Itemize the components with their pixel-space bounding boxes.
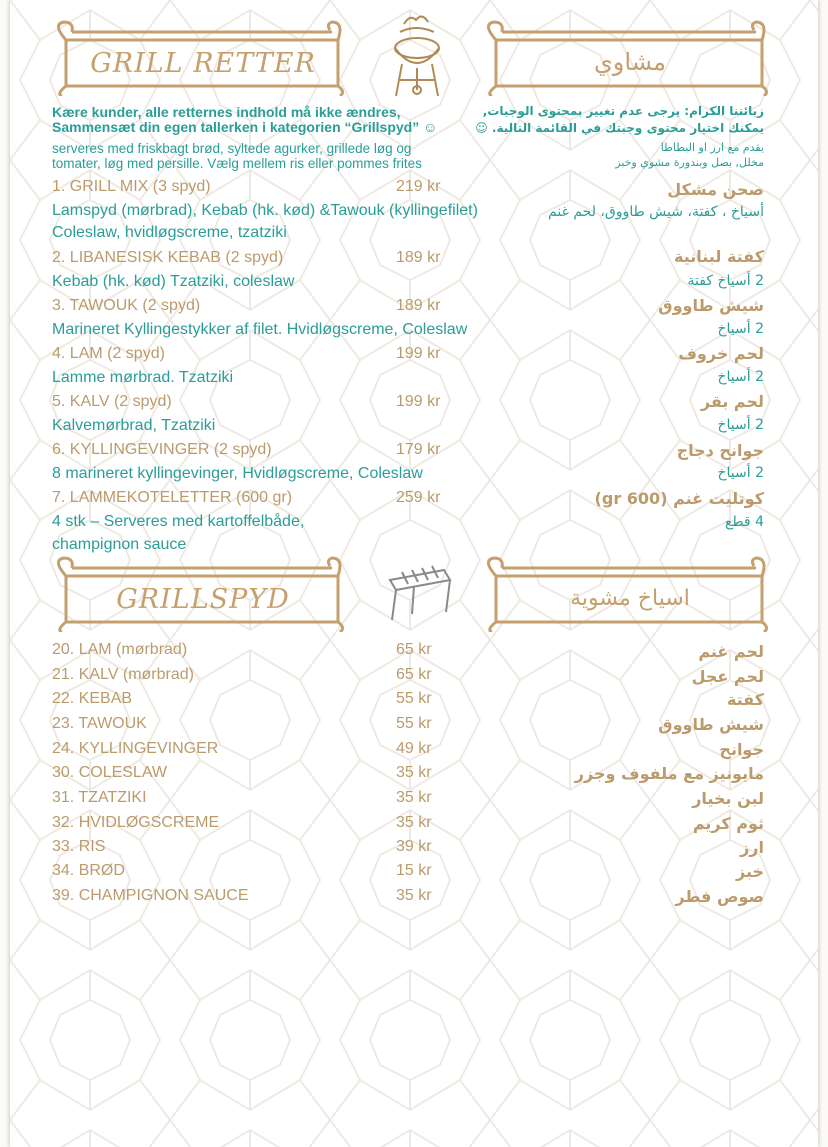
item-name-ar: شيش طاووق [658,296,764,315]
title-grill-retter: GRILL RETTER [90,48,316,79]
item-desc: Lamspyd (mørbrad), Kebab (hk. kød) &Tawouk (kyllingefilet) [52,202,478,219]
skewer-price: 65 kr [396,641,432,658]
skewer-price: 49 kr [396,740,432,757]
skewer-name-ar: ارز [740,838,764,857]
banner-grill-retter [48,16,358,96]
item-name: 6. KYLLINGEVINGER (2 spyd) [52,441,272,458]
item-desc: Kebab (hk. kød) Tzatziki, coleslaw [52,273,295,290]
item-desc: Coleslaw, hvidløgscreme, tzatziki [52,224,287,241]
item-desc: Lamme mørbrad. Tzatziki [52,369,234,386]
skewer-name: 30. COLESLAW [52,764,168,781]
skewer-name-ar: صوص فطر [675,887,764,906]
notice-da-line-1: Kære kunder, alle retternes indhold må ikke ændres, [52,104,401,120]
menu-page [10,0,818,1147]
item-name-ar: لحم خروف [678,344,764,363]
item-name-ar: جوانح دجاج [676,441,764,460]
skewer-name: 21. KALV (mørbrad) [52,666,194,683]
item-price: 199 kr [396,393,441,410]
skewer-price: 55 kr [396,715,432,732]
skewer-name-ar: مايونيز مع ملفوف وجزر [574,764,764,783]
title-mashawi: مشاوي [594,48,666,76]
item-price: 219 kr [396,178,441,195]
serving-ar-line-1: يقدم مع ارز او البطاطا [660,141,764,154]
skewer-name-ar: لبن بخيار [692,789,764,808]
title-asyakh: اسياخ مشوية [570,586,690,611]
title-grillspyd: GRILLSPYD [116,584,290,615]
item-desc-ar: 2 أسياخ كفتة [687,273,764,289]
skewer-name: 34. BRØD [52,862,125,879]
skewer-name-ar: لحم عجل [691,667,764,686]
item-desc-ar: 4 قطع [725,514,764,530]
skewer-name-ar: جوانح [719,740,764,759]
serving-da-line-1: serveres med friskbagt brød, syltede agurker, grillede løg og [52,141,412,156]
item-name: 5. KALV (2 spyd) [52,393,172,410]
item-desc-ar: أسياخ ، كفتة، شيش طاووق، لحم غنم [548,204,764,220]
skewer-name: 23. TAWOUK [52,715,147,732]
item-desc-ar: 2 أسياخ [717,417,764,433]
item-price: 189 kr [396,249,441,266]
skewer-price: 55 kr [396,690,432,707]
item-name-ar: لحم بقر [700,392,764,411]
item-price: 189 kr [396,297,441,314]
item-name-ar: كفتة لبنانية [674,247,764,266]
skewer-name-ar: ثوم كريم [692,814,764,833]
skewer-name-ar: شيش طاووق [658,715,764,734]
item-name: 7. LAMMEKOTELETTER (600 gr) [52,489,293,506]
skewer-name: 39. CHAMPIGNON SAUCE [52,887,249,904]
skewer-name-ar: كفتة [726,690,764,709]
notice-ar-line-1: زبائننا الكرام: يرجى عدم تغيير بمحتوى الوجبات, [482,104,764,118]
skewer-name: 31. TZATZIKI [52,789,147,806]
item-desc-ar: 2 أسياخ [717,369,764,385]
skewer-price: 15 kr [396,862,432,879]
skewer-name: 22. KEBAB [52,690,133,707]
item-desc: 4 stk – Serveres med kartoffelbåde, [52,513,305,530]
item-price: 179 kr [396,441,441,458]
skewer-name-ar: خبز [735,862,764,881]
skewer-price: 35 kr [396,887,432,904]
skewer-price: 35 kr [396,789,432,806]
item-desc-ar: 2 أسياخ [717,321,764,337]
serving-ar-line-2: مخلل, بصل وبندورة مشوي وخبز [615,156,764,169]
item-name: 2. LIBANESISK KEBAB (2 spyd) [52,249,284,266]
skewer-price: 39 kr [396,838,432,855]
item-desc: 8 marineret kyllingevinger, Hvidløgscreme, Coleslaw [52,465,423,482]
item-name: 3. TAWOUK (2 spyd) [52,297,201,314]
item-name-ar: كوتليت غنم (600 gr) [594,489,764,508]
item-name-ar: صحن مشكل [667,180,764,199]
banner-grillspyd [48,552,358,632]
skewer-price: 35 kr [396,814,432,831]
banner-mashawi [480,16,780,96]
item-desc: champignon sauce [52,536,187,553]
notice-ar-line-2: يمكنك اختيار محتوى وجبتك في القائمة التالية. ☺ [475,121,764,135]
skewer-price: 35 kr [396,764,432,781]
skewer-name: 32. HVIDLØGSCREME [52,814,220,831]
grill-icon [382,10,452,100]
skewer-name-ar: لحم غنم [698,642,764,661]
skewer-grill-icon [384,564,456,624]
skewer-name: 33. RIS [52,838,106,855]
notice-da-line-2: Sammensæt din egen tallerken i kategorien “Grillspyd” ☺ [52,119,438,135]
item-price: 259 kr [396,489,441,506]
item-name: 1. GRILL MIX (3 spyd) [52,178,211,195]
item-desc: Kalvemørbrad, Tzatziki [52,417,216,434]
serving-da-line-2: tomater, løg med persille. Vælg mellem ris eller pommes frites [52,156,422,171]
skewer-price: 65 kr [396,666,432,683]
item-name: 4. LAM (2 spyd) [52,345,165,362]
banner-asyakh [480,552,780,632]
item-desc-ar: 2 أسياخ [717,465,764,481]
item-price: 199 kr [396,345,441,362]
skewer-name: 20. LAM (mørbrad) [52,641,188,658]
item-desc: Marineret Kyllingestykker af filet. Hvidløgscreme, Coleslaw [52,321,468,338]
skewer-name: 24. KYLLINGEVINGER [52,740,219,757]
